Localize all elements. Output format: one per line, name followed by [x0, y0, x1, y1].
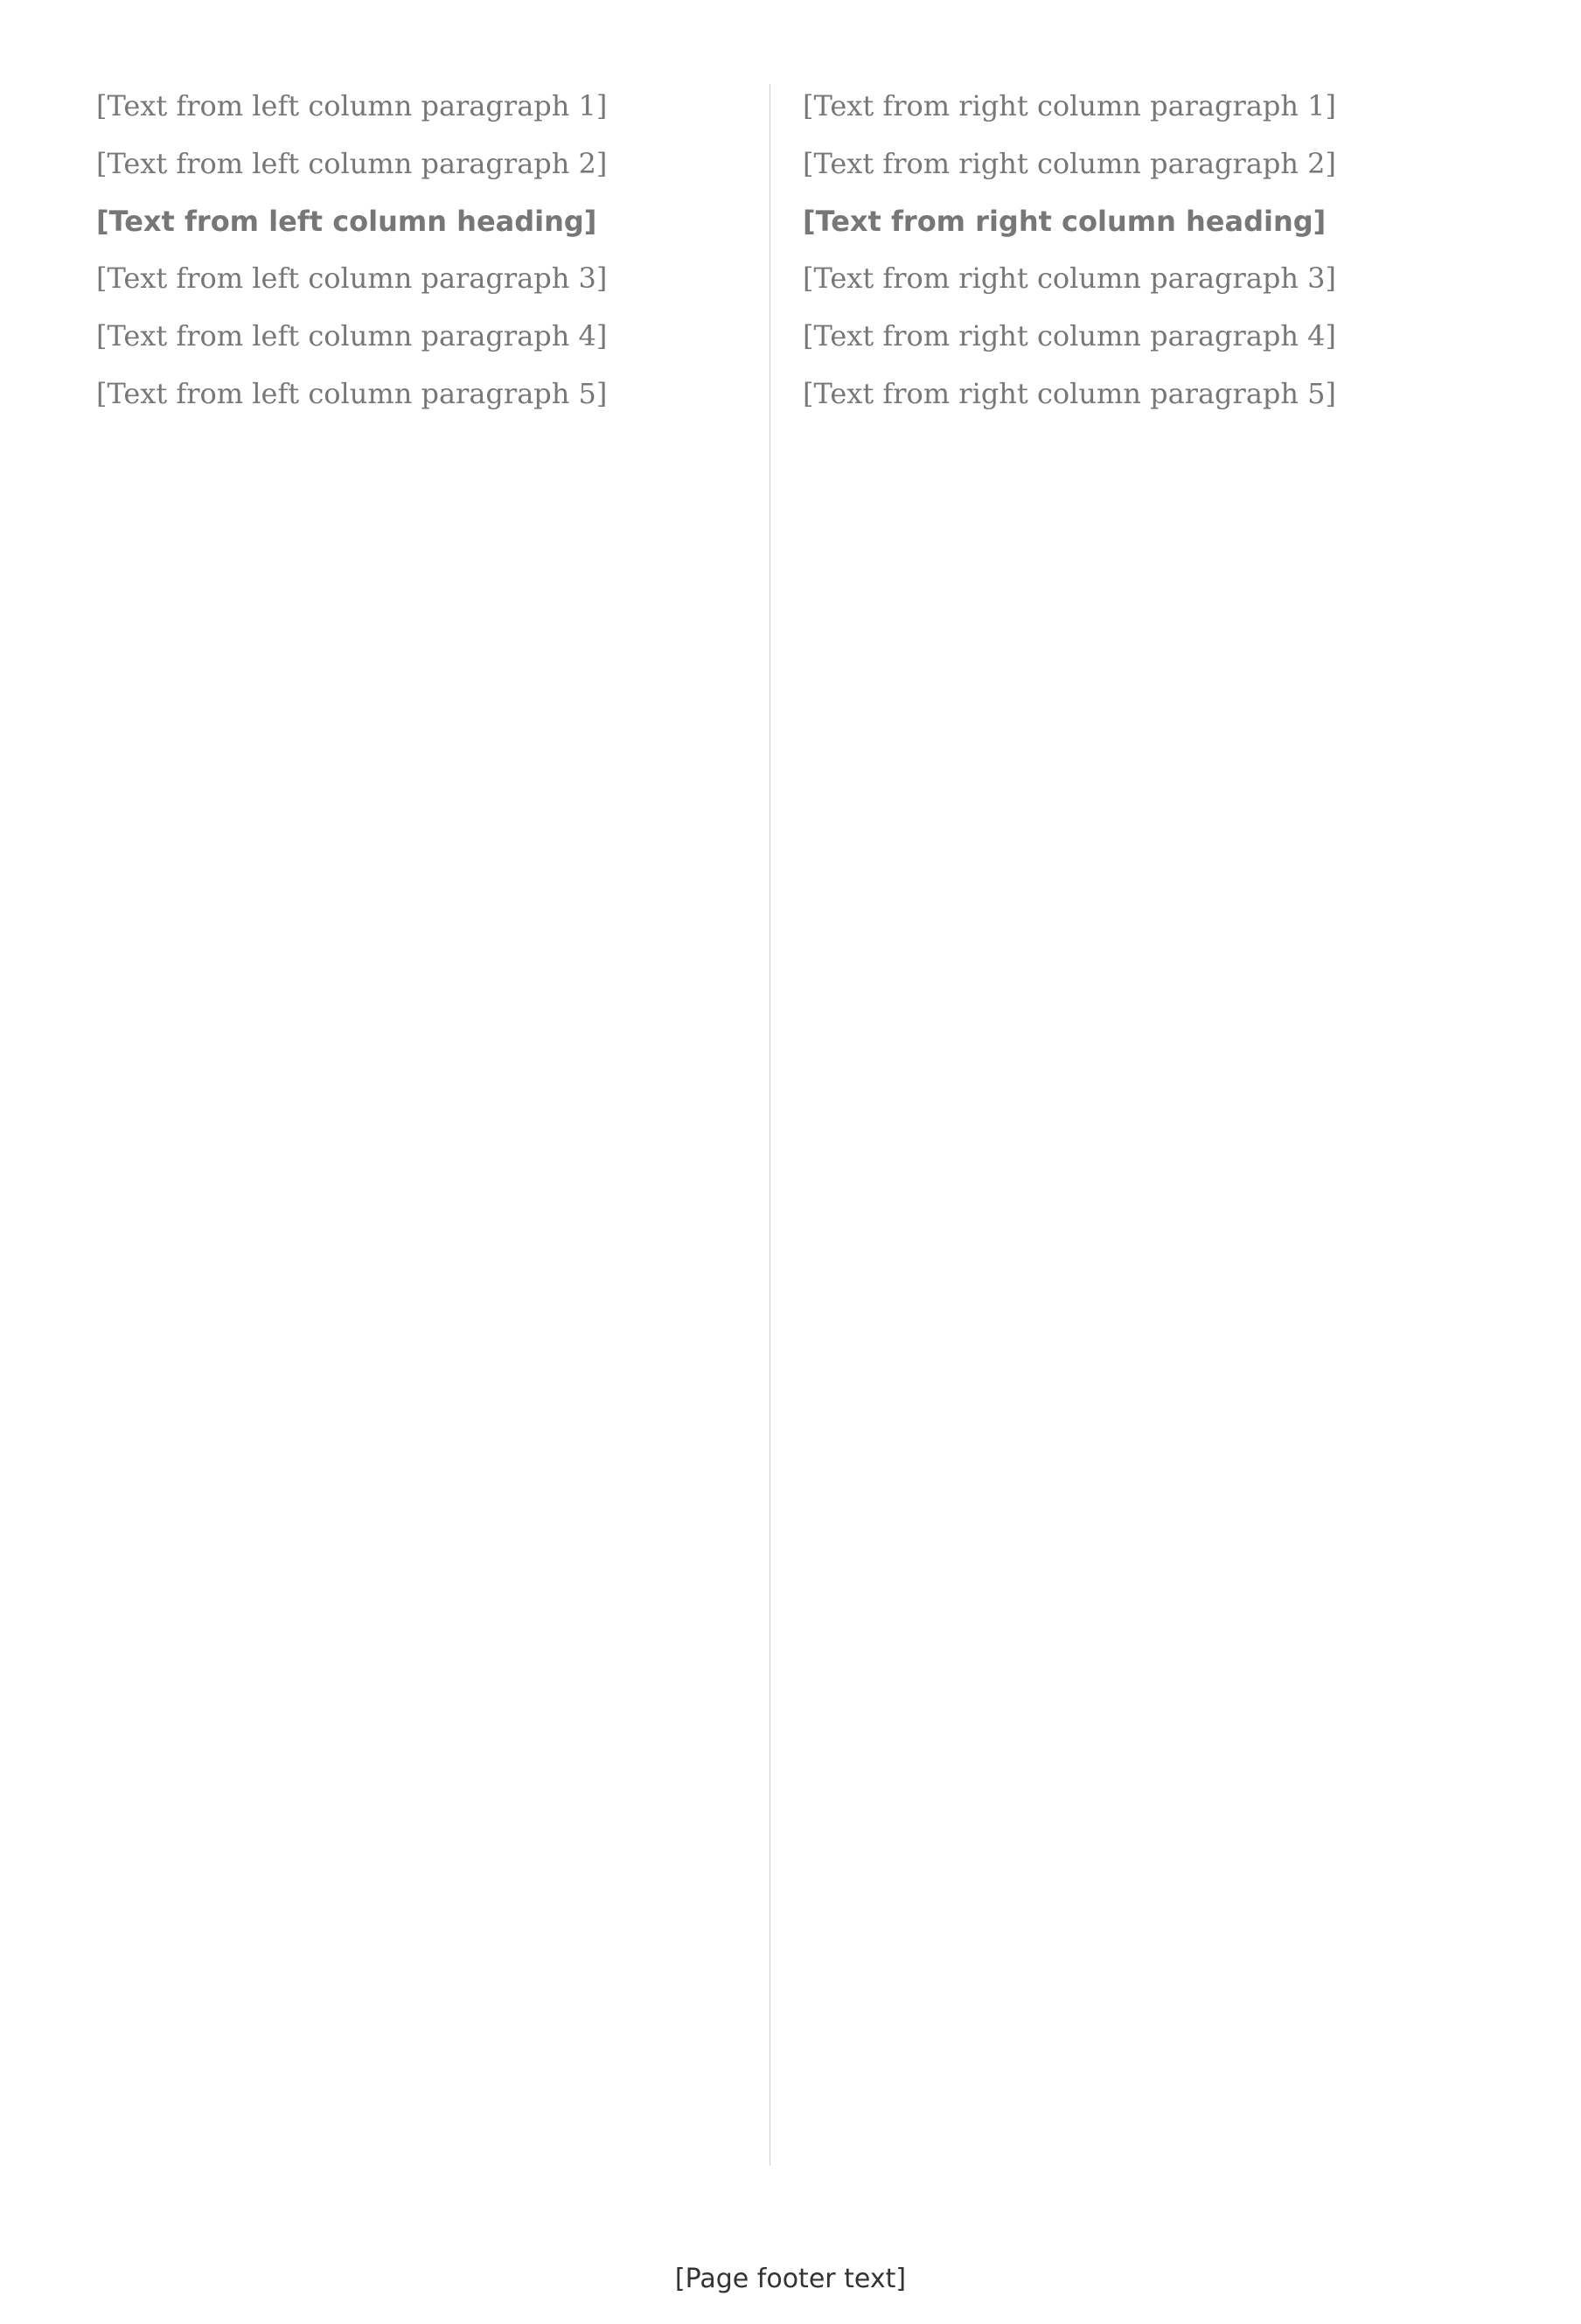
right-text-block-2: [Text from right column paragraph 2]	[803, 146, 1336, 180]
left-text-block-3: [Text from left column paragraph 3]	[96, 262, 608, 296]
page-footer: [Page footer text]	[674, 2264, 907, 2294]
left-text-block-5: [Text from left column paragraph 5]	[96, 377, 608, 411]
left-section-heading: [Text from left column heading]	[96, 204, 597, 238]
left-text-block-1: [Text from left column paragraph 1]	[96, 89, 608, 122]
left-text-block-2: [Text from left column paragraph 2]	[96, 146, 608, 180]
left-text-column	[96, 84, 787, 417]
right-text-block-4: [Text from right column paragraph 4]	[803, 319, 1336, 353]
right-text-block-5: [Text from right column paragraph 5]	[803, 377, 1336, 411]
right-section-heading: [Text from right column heading]	[803, 204, 1327, 238]
right-text-column	[803, 84, 1494, 417]
left-text-block-4: [Text from left column paragraph 4]	[96, 319, 608, 353]
right-text-block-3: [Text from right column paragraph 3]	[803, 262, 1336, 296]
right-text-block-1: [Text from right column paragraph 1]	[803, 89, 1336, 122]
